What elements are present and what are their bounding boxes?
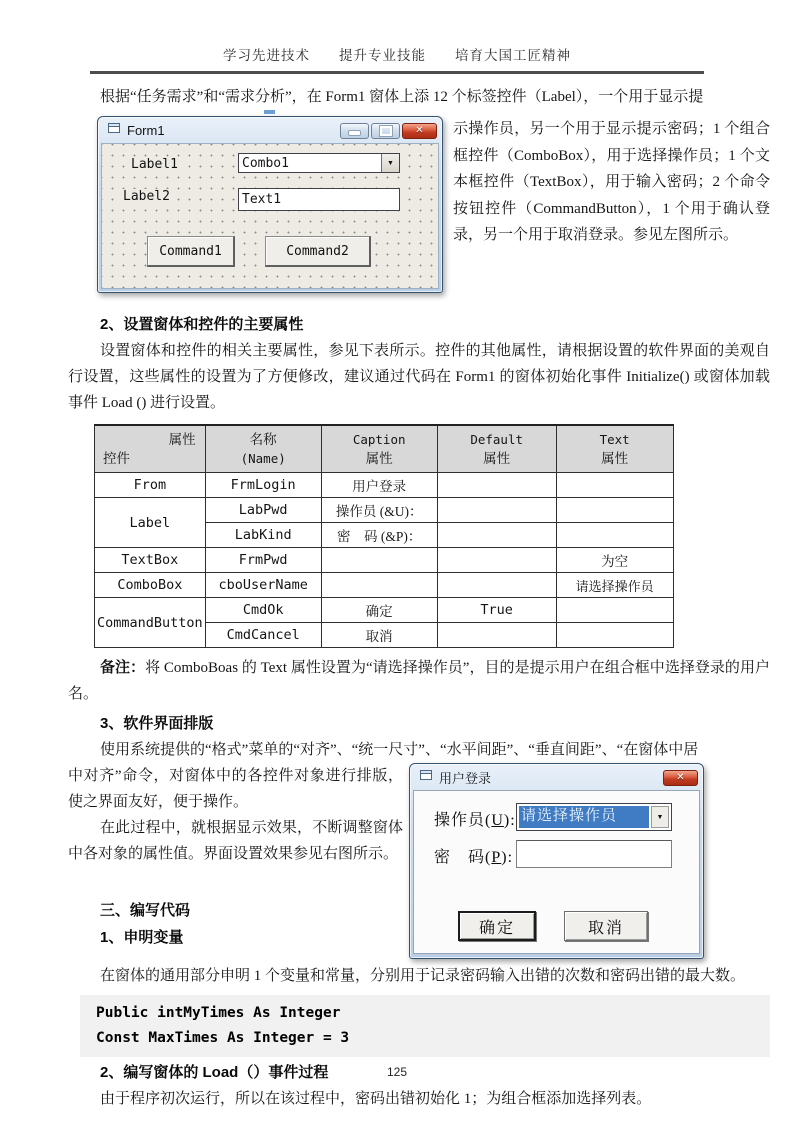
- cell-caption: 操作员 (&U)：: [321, 498, 437, 523]
- cell-name: CmdCancel: [205, 623, 321, 648]
- cell-text: [556, 598, 673, 623]
- table-diagonal-cell: [95, 425, 206, 473]
- cell-name: LabPwd: [205, 498, 321, 523]
- cell-caption: 取消: [321, 623, 437, 648]
- table-row: [95, 498, 674, 523]
- maximize-icon: [380, 126, 392, 136]
- section2-heading: 2、设置窗体和控件的主要属性: [100, 316, 304, 333]
- cell-name: FrmPwd: [205, 548, 321, 573]
- form1-window: [97, 116, 443, 293]
- section3-heading: 3、软件界面排版: [100, 715, 214, 732]
- load-event-heading: 2、编写窗体的 Load（）事件过程: [100, 1064, 329, 1081]
- accel-u: U: [491, 812, 504, 829]
- cell-default: [437, 548, 556, 573]
- window-title: Form1: [127, 122, 165, 138]
- accel-p: P: [491, 849, 502, 866]
- page-number: 125: [386, 1065, 408, 1079]
- command2-button[interactable]: Command2: [265, 236, 371, 267]
- col-header-caption: Caption 属性: [321, 425, 437, 473]
- table-row: [95, 573, 674, 598]
- login-titlebar: [413, 764, 700, 790]
- guide-mark: [264, 110, 275, 114]
- window-title: 用户登录: [439, 770, 492, 786]
- section3-paragraph2: 在此过程中，就根据显示效果，不断调整窗体中各对象的属性值。界面设置效果参见右图所示。: [68, 820, 403, 862]
- password-input[interactable]: [516, 840, 672, 868]
- close-icon: ✕: [676, 772, 685, 783]
- col-header-default: Default 属性: [437, 425, 556, 473]
- code-line: Const MaxTimes As Integer = 3: [96, 1030, 350, 1046]
- col-header-name: 名称 (Name): [205, 425, 321, 473]
- intro-paragraph-wrap: 示操作员，另一个用于显示提示密码；1 个组合框控件（ComboBox），用于选择操作员；1 个文本框控件（TextBox），用于输入密码；2 个命令按钮控件（CommandButton），1 个用于确认登录，另一个用于取消登录。参见左图所示。: [453, 121, 770, 243]
- cell-control: From: [95, 473, 206, 498]
- close-button[interactable]: [663, 770, 698, 786]
- cell-name: LabKind: [205, 523, 321, 548]
- cell-default: [437, 473, 556, 498]
- command1-button[interactable]: Command1: [147, 236, 235, 267]
- login-dialog-wrap: [409, 763, 704, 959]
- form1-client-area: [101, 143, 439, 289]
- cell-default: [437, 573, 556, 598]
- label2: Label2: [123, 189, 170, 204]
- chevron-down-icon[interactable]: ▼: [651, 806, 669, 828]
- note-text: 将 ComboBoas 的 Text 属性设置为“请选择操作员”，目的是提示用户在组合框中选择登录的用户名。: [68, 660, 770, 702]
- cell-caption: [321, 573, 437, 598]
- password-label: 密 码(P):: [434, 849, 514, 866]
- table-row: [95, 598, 674, 623]
- cell-control: CommandButton: [95, 598, 206, 648]
- minimize-icon: [348, 130, 361, 136]
- close-icon: ✕: [415, 125, 424, 136]
- chevron-down-icon[interactable]: ▼: [381, 154, 399, 172]
- section3-paragraph-cont: 中对齐”命令，对窗体中的各控件对象进行排版，使之界面友好，便于操作。: [68, 768, 403, 810]
- operator-combobox-value: 请选择操作员: [519, 806, 649, 828]
- page-header-motto: 学习先进技术 提升专业技能 培育大国工匠精神: [223, 48, 571, 63]
- section3-left-column: [68, 763, 403, 951]
- cell-control: Label: [95, 498, 206, 548]
- cell-caption: 用户登录: [321, 473, 437, 498]
- cell-control: TextBox: [95, 548, 206, 573]
- cell-text: [556, 623, 673, 648]
- cell-name: cboUserName: [205, 573, 321, 598]
- login-dialog-window: [409, 763, 704, 959]
- cancel-button[interactable]: 取消: [564, 911, 648, 941]
- coding-heading: 三、编写代码: [100, 902, 191, 919]
- cell-text: [556, 523, 673, 548]
- cell-default: [437, 498, 556, 523]
- cell-name: CmdOk: [205, 598, 321, 623]
- table-row: [95, 473, 674, 498]
- cell-default: True: [437, 598, 556, 623]
- form-icon: [419, 768, 433, 786]
- form1-figure-row: [68, 116, 770, 293]
- section3-line1: 使用系统提供的“格式”菜单的“对齐”、“统一尺寸”、“水平间距”、“垂直间距”、“在窗体中居: [100, 742, 699, 758]
- label1: Label1: [131, 157, 178, 172]
- cell-text: 为空: [556, 548, 673, 573]
- header-rule: [90, 71, 704, 74]
- maximize-button[interactable]: [371, 123, 400, 139]
- cell-default: [437, 623, 556, 648]
- table-header-row: [95, 425, 674, 473]
- text1-textbox[interactable]: [238, 188, 400, 211]
- form1-titlebar: [101, 117, 439, 143]
- section2-paragraph: 设置窗体和控件的相关主要属性，参见下表所示。控件的其他属性，请根据设置的软件界面的美观自行设置，这些属性的设置为了方便修改，建议通过代码在 Form1 的窗体初始化事件 Initialize() 或窗体加载事件 Load () 进行设置。: [68, 343, 770, 411]
- cell-control: ComboBox: [95, 573, 206, 598]
- operator-label: 操作员(U):: [434, 812, 516, 829]
- note-paragraph: [68, 655, 770, 707]
- code-line: Public intMyTimes As Integer: [96, 1005, 341, 1021]
- intro-paragraph-line1: 根据“任务需求”和“需求分析”，在 Form1 窗体上添 12 个标签控件（Label），一个用于显示提: [100, 89, 704, 105]
- diagonal-attr-label: 属性: [168, 432, 196, 447]
- window-controls: [663, 770, 698, 786]
- diagonal-control-label: 控件: [103, 451, 130, 466]
- cell-caption: 确定: [321, 598, 437, 623]
- cell-name: FrmLogin: [205, 473, 321, 498]
- combo1-value: Combo1: [242, 155, 289, 171]
- cell-text: [556, 498, 673, 523]
- code-block: [80, 995, 770, 1057]
- section3-columns: [68, 763, 770, 959]
- note-label: 备注：: [100, 659, 146, 676]
- col-header-text: Text 属性: [556, 425, 673, 473]
- cell-default: [437, 523, 556, 548]
- form-icon: [107, 121, 121, 139]
- ok-button[interactable]: 确定: [458, 911, 536, 941]
- operator-combobox[interactable]: [516, 803, 672, 831]
- declare-vars-paragraph: 在窗体的通用部分申明 1 个变量和常量，分别用于记录密码输入出错的次数和密码出错的最大数。: [100, 968, 746, 984]
- minimize-button[interactable]: [340, 123, 369, 139]
- cell-text: 请选择操作员: [556, 573, 673, 598]
- properties-table: [94, 424, 674, 648]
- cell-caption: [321, 548, 437, 573]
- combo1-combobox[interactable]: [238, 153, 400, 173]
- table-row: [95, 548, 674, 573]
- window-controls: [340, 123, 437, 139]
- cell-text: [556, 473, 673, 498]
- cell-caption: 密 码 (&P)：: [321, 523, 437, 548]
- close-button[interactable]: [402, 123, 437, 139]
- page-content: [0, 84, 794, 1112]
- text1-value: Text1: [242, 192, 282, 207]
- declare-vars-heading: 1、申明变量: [100, 929, 184, 946]
- login-client-area: [413, 790, 700, 954]
- load-event-paragraph: 由于程序初次运行，所以在该过程中，密码出错初始化 1；为组合框添加选择列表。: [100, 1091, 652, 1107]
